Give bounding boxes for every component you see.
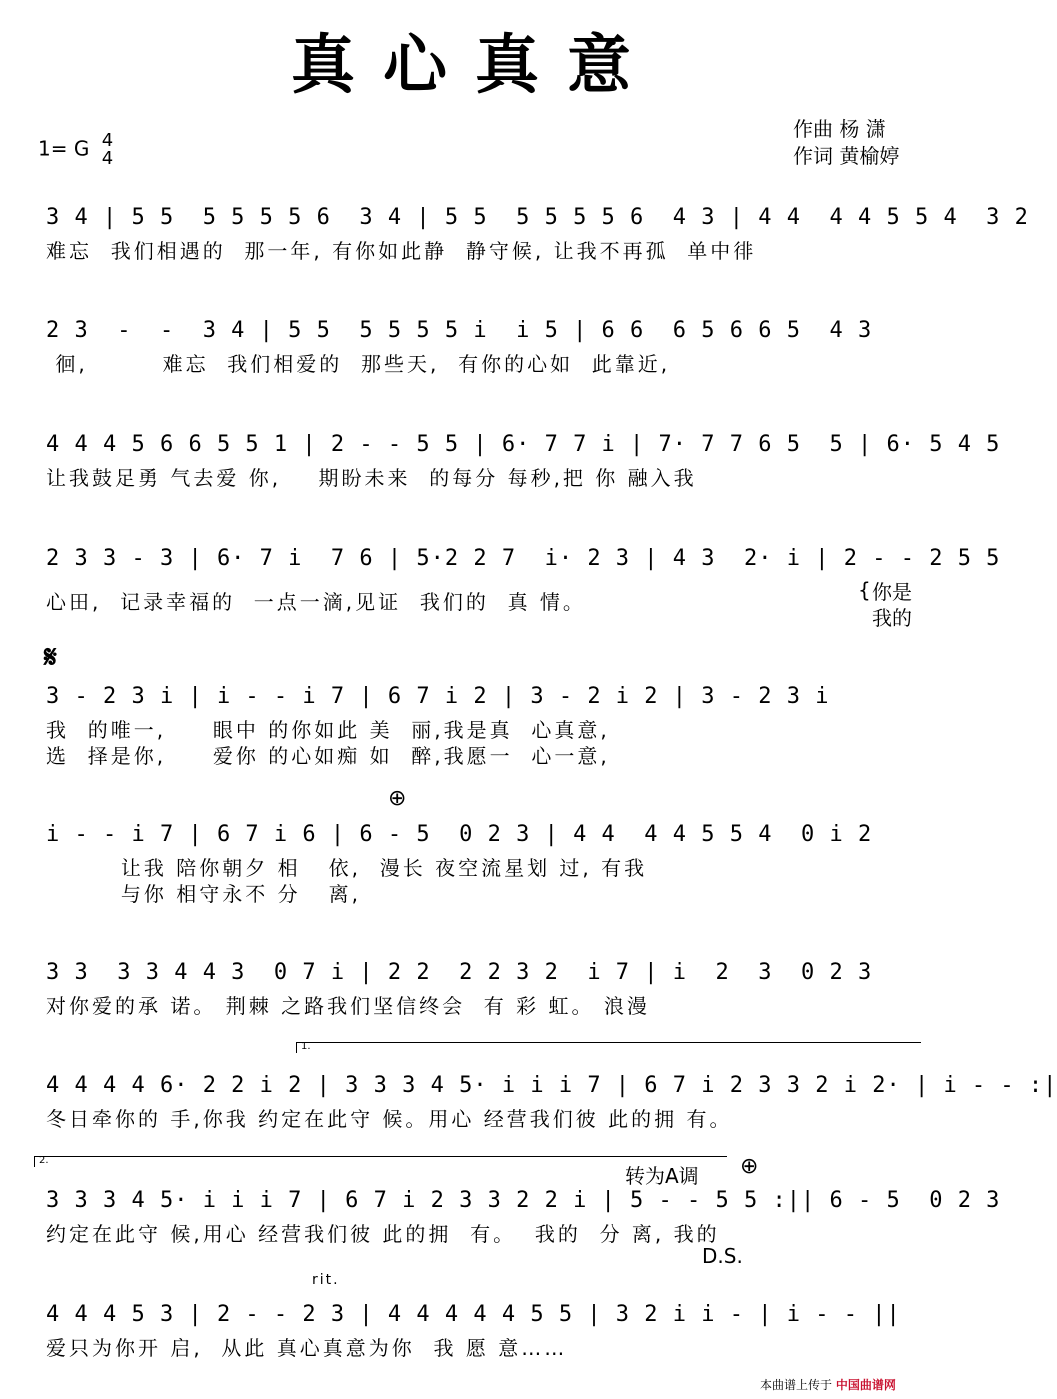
- aside-lyric: 你是: [872, 580, 912, 604]
- lyric-line: 心田, 记录幸福的 一点一滴,见证 我们的 真 情。: [46, 590, 586, 614]
- lyric-line-verse-1: 让我 陪你朝夕 相 依, 漫长 夜空流星划 过, 有我: [46, 856, 648, 880]
- key-label: 1= G: [38, 136, 90, 161]
- ritardando-label: rit.: [312, 1272, 340, 1288]
- page-title: 真心真意: [291, 29, 659, 103]
- modulation-label: 转为A调: [625, 1164, 699, 1188]
- lyric-line: 徊, 难忘 我们相爱的 那些天, 有你的心如 此靠近,: [46, 352, 671, 376]
- lyric-line: 爱只为你开 启, 从此 真心真意为你 我 愿 意……: [46, 1336, 568, 1360]
- key-signature: [38, 132, 113, 168]
- segno-sign: 𝄋: [44, 640, 57, 675]
- coda-sign: ⊕: [388, 786, 407, 811]
- lyric-line-verse-2: 与你 相守永不 分 离,: [46, 882, 362, 906]
- time-bottom: 4: [101, 148, 114, 169]
- lyric-line: 让我鼓足勇 气去爱 你, 期盼未来 的每分 每秒,把 你 融入我: [46, 466, 697, 490]
- lyric-line-verse-2: 选 择是你, 爱你 的心如痴 如 醉,我愿一 心一意,: [46, 744, 610, 768]
- lyric-line: 难忘 我们相遇的 那一年, 有你如此静 静守候, 让我不再孤 单中徘: [46, 239, 757, 263]
- notation-line: 2 3 3 - 3 | 6· 7 i 7 6 | 5·2 2 7 i· 2 3 | 4 3 2· i | 2 - - 2 5 5: [46, 546, 1001, 571]
- notation-line: 3 3 3 4 5· i i i 7 | 6 7 i 2 3 3 2 2 i | 5 - - 5 5 :|| 6 - 5 0 2 3: [46, 1188, 1001, 1213]
- credits: [793, 116, 899, 170]
- time-top: 4: [101, 130, 114, 151]
- notation-line: 4 4 4 5 3 | 2 - - 2 3 | 4 4 4 4 4 5 5 | 3 2 i i - | i - - ||: [46, 1302, 901, 1327]
- lyric-line: 约定在此守 候,用心 经营我们彼 此的拥 有。 我的 分 离, 我的: [46, 1222, 720, 1246]
- brace-open: {: [858, 578, 871, 602]
- first-ending-label: 1.: [301, 1041, 311, 1052]
- first-ending-bracket: [296, 1042, 921, 1053]
- lyric-line: 冬日牵你的 手,你我 约定在此守 候。用心 经营我们彼 此的拥 有。: [46, 1107, 733, 1131]
- lyricist-credit: 作词 黄榆婷: [793, 144, 900, 168]
- footer-credit: [760, 1376, 896, 1393]
- notation-line: i - - i 7 | 6 7 i 6 | 6 - 5 0 2 3 | 4 4 4 4 5 5 4 0 i 2: [46, 822, 873, 847]
- aside-lyric-2: 我的: [872, 606, 912, 630]
- lyric-line-verse-1: 我 的唯一, 眼中 的你如此 美 丽,我是真 心真意,: [46, 718, 610, 742]
- lyric-line: 对你爱的承 诺。 荆棘 之路我们坚信终会 有 彩 虹。 浪漫: [46, 994, 650, 1018]
- time-signature: [102, 132, 113, 168]
- dal-segno-label: D.S.: [702, 1244, 743, 1268]
- notation-line: 3 3 3 3 4 4 3 0 7 i | 2 2 2 2 3 2 i 7 | i 2 3 0 2 3: [46, 960, 873, 985]
- second-ending-bracket: [34, 1156, 727, 1167]
- notation-line: 3 4 | 5 5 5 5 5 5 6 3 4 | 5 5 5 5 5 5 6 4 3 | 4 4 4 4 5 5 4 3 2: [46, 205, 1029, 230]
- second-ending-label: 2.: [39, 1155, 49, 1166]
- notation-line: 4 4 4 4 6· 2 2 i 2 | 3 3 3 4 5· i i i 7 | 6 7 i 2 3 3 2 i 2· | i - - :|: [46, 1073, 1057, 1098]
- notation-line: 3 - 2 3 i | i - - i 7 | 6 7 i 2 | 3 - 2 i 2 | 3 - 2 3 i: [46, 684, 830, 709]
- footer-text: 本曲谱上传于: [760, 1378, 833, 1392]
- site-logo[interactable]: 中国曲谱网: [835, 1378, 896, 1392]
- notation-line: 4 4 4 5 6 6 5 5 1 | 2 - - 5 5 | 6· 7 7 i | 7· 7 7 6 5 5 | 6· 5 4 5: [46, 432, 1001, 457]
- notation-line: 2 3 - - 3 4 | 5 5 5 5 5 5 i i 5 | 6 6 6 5 6 6 5 4 3: [46, 318, 873, 343]
- coda-sign-2: ⊕: [740, 1154, 759, 1179]
- composer-credit: 作曲 杨 潇: [793, 117, 886, 141]
